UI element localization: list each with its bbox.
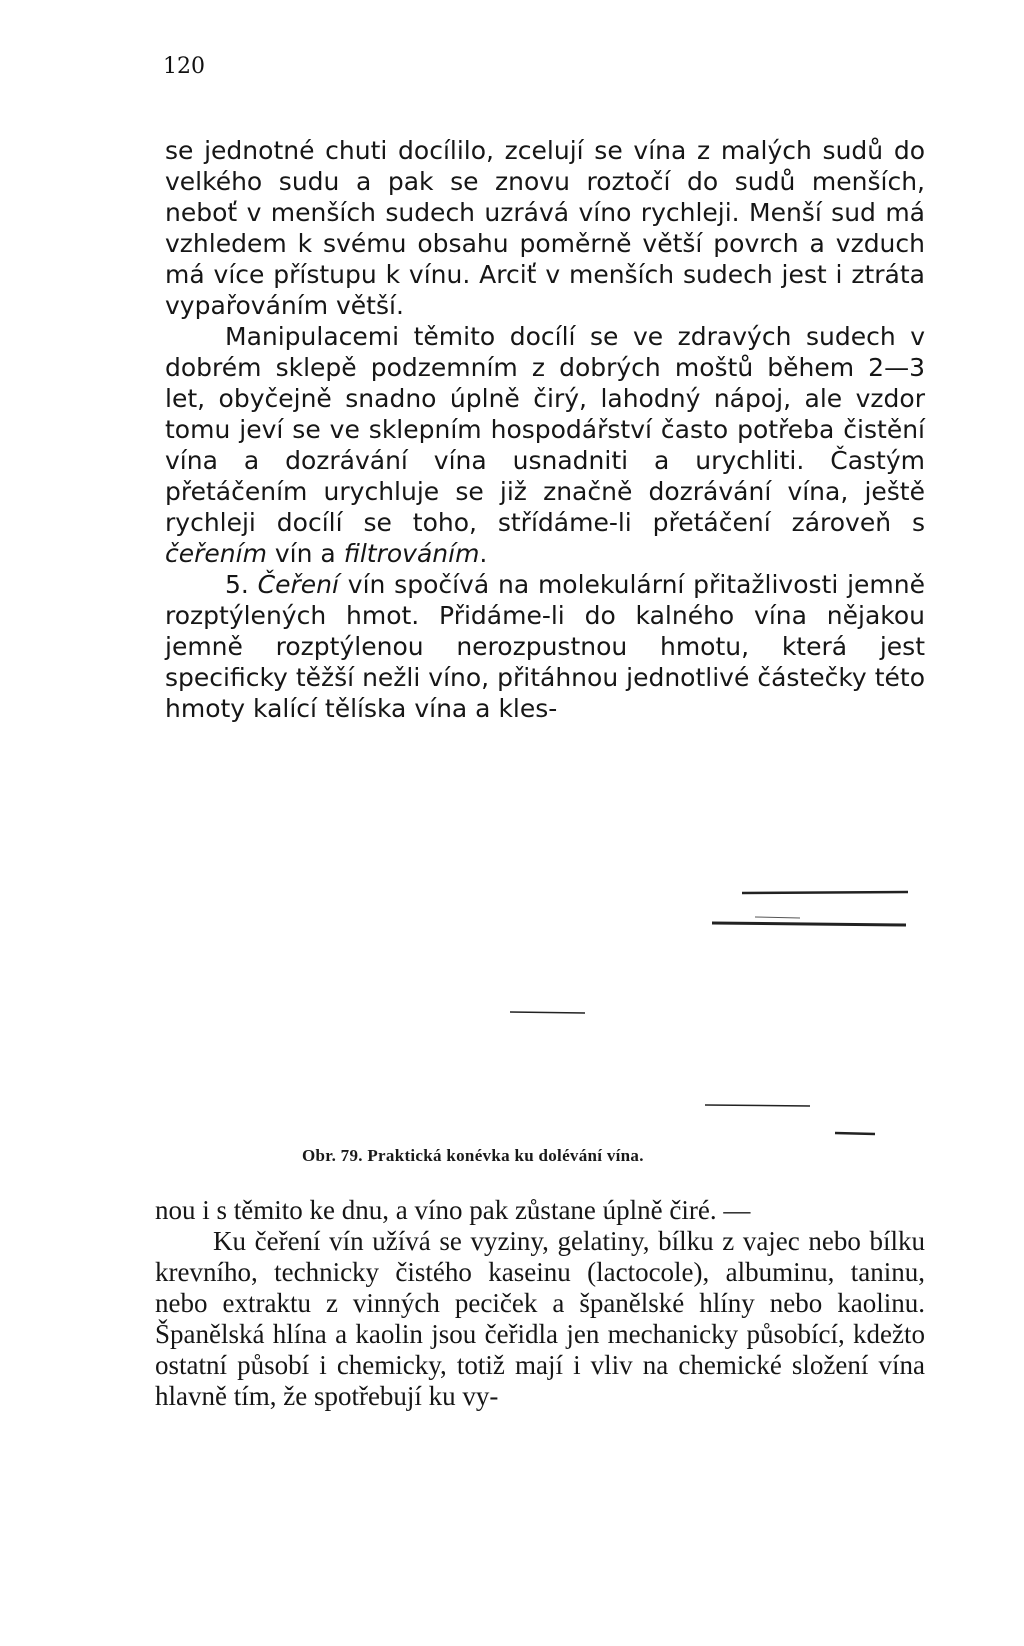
figure-caption: Obr. 79. Praktická konévka ku dolévání vína.: [302, 1146, 644, 1165]
paragraph-text: Manipulacemi těmito docílí se ve zdravých sudech v dobrém sklepě podzemním z dobrých moštů během 2—3 let, obyčejně snadno úplně čirý, lahodný nápoj, ale vzdor tomu jeví se ve sklepním hospodářství často potřeba čistění vína a dozrávání vína usnadniti a urychliti. Častým přetáčením urychluje se již značně dozrávání vína, ještě rychleji docílí se toho, střídáme-li přetáčení zároveň s: [165, 322, 925, 537]
paragraph-text: .: [479, 539, 488, 568]
main-text-top: [165, 135, 925, 724]
paragraph-text: vín a: [266, 539, 344, 568]
paragraph-section-5: [165, 569, 925, 724]
term-filtrovani: filtrováním: [343, 539, 480, 568]
figure-image: [480, 870, 920, 1160]
paragraph-continuation: se jednotné chuti docílilo, zcelují se vína z malých sudů do velkého sudu a pak se znovu roztočí do sudů menších, neboť v menších sudech uzrává víno rychleji. Menší sud má vzhledem k svému obsahu poměrně větší povrch a vzduch má více přístupu k vínu. Arciť v menších sudech jest i ztráta vypařováním větší.: [165, 136, 925, 320]
main-text-bottom: [155, 1195, 925, 1412]
paragraph-fining-agents: Ku čeření vín užívá se vyziny, gelatiny, bílku z vajec nebo bílku krevního, technicky čistého kaseinu (lactocole), albuminu, taninu, nebo extraktu z vinných peciček a španělské hlíny nebo kaolinu. Španělská hlína a kaolin jsou čeřidla jen mechanicky působící, kdežto ostatní působí i chemicky, totiž mají i vliv na chemické složení vína hlavně tím, že spotřebují ku vy-: [155, 1226, 925, 1411]
paragraph-text: vín spočívá na molekulární přitažlivosti jemně rozptýlených hmot. Přidáme-li do kalného vína nějakou jemně rozptýlenou nerozpustnou hmotu, která jest specificky těžší nežli víno, přitáhnou jednotlivé částečky této hmoty kalící tělíska vína a kles-: [165, 570, 925, 723]
figure-watering-can: [480, 870, 920, 1160]
section-number: 5.: [225, 570, 258, 599]
page-number: 120: [163, 54, 205, 79]
paragraph-manipulation: [165, 321, 925, 569]
paragraph-continuation-bottom: nou i s těmito ke dnu, a víno pak zůstane úplně čiré. —: [155, 1195, 751, 1225]
term-cereni: čeřením: [165, 539, 267, 568]
term-cereni-heading: Čeření: [257, 570, 339, 599]
